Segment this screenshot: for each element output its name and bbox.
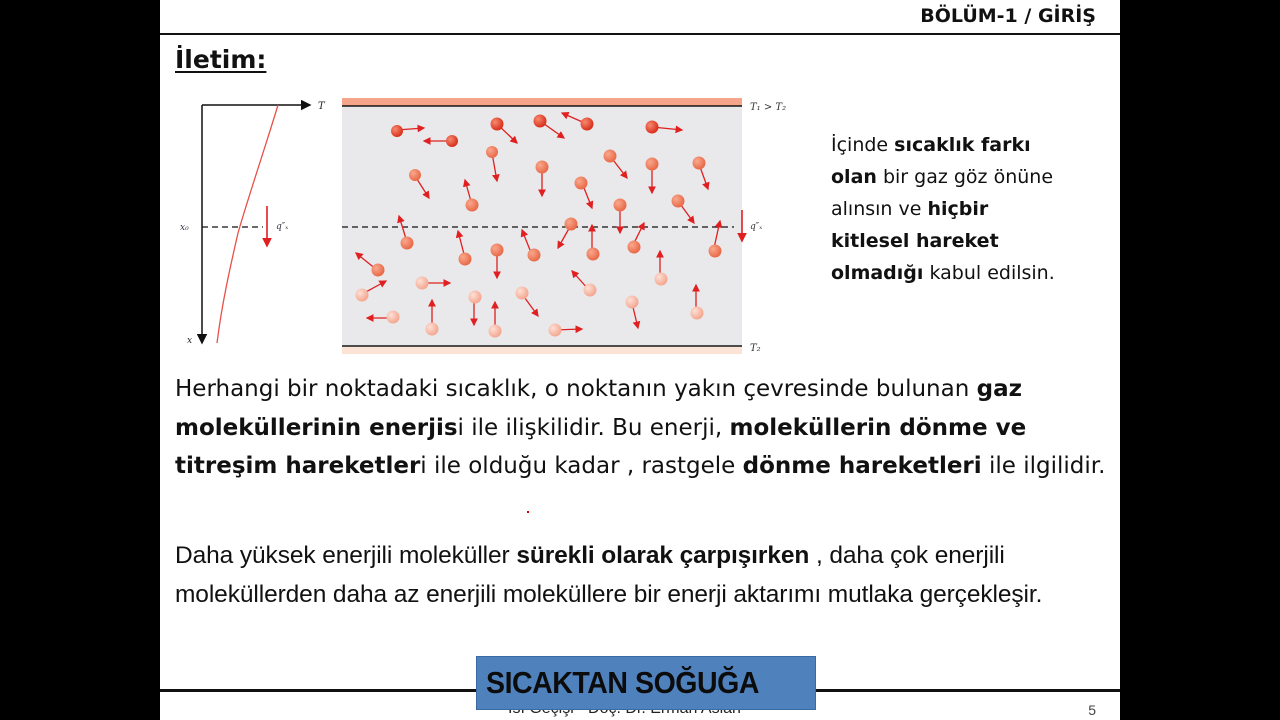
section-title: BÖLÜM-1 / GİRİŞ <box>920 5 1096 27</box>
gas-slab <box>342 98 786 354</box>
paragraph-temperature-energy: Herhangi bir noktadaki sıcaklık, o noktanın yakın çevresinde bulunan gaz moleküllerinin enerjisi ile ilişkilidir. Bu enerji, moleküllerin dönme ve titreşim hareketleri ile olduğu kadar , rastgele dönme hareketleri ile ilgilidir. <box>175 376 1106 479</box>
stray-dot <box>527 511 529 513</box>
axis-t-label: T <box>318 101 325 112</box>
axis-x-label: x <box>187 336 193 346</box>
bottom-wall-label: T₂ <box>750 343 761 354</box>
hot-to-cold-banner: SICAKTAN SOĞUĞA <box>476 656 816 710</box>
top-wall-label: T₁ > T₂ <box>750 102 787 113</box>
x0-label: x₀ <box>180 223 189 233</box>
slide <box>160 0 1120 720</box>
conduction-diagram <box>160 88 820 363</box>
flux-label-right: q″ₓ <box>750 222 763 232</box>
assumption-text: İçinde sıcaklık farkı olan bir gaz göz önüne alınsın ve hiçbir kitlesel hareket olmadığı kabul edilsin. <box>831 134 1055 284</box>
top-divider <box>160 33 1120 35</box>
page-number: 5 <box>1088 702 1096 718</box>
paragraph-energy-transfer: Daha yüksek enerjili moleküller sürekli olarak çarpışırken , daha çok enerjili moleküllerden daha az enerjili moleküllere bir enerji aktarımı mutlaka gerçekleşir. <box>175 542 1043 608</box>
temperature-profile-plot <box>180 101 326 346</box>
slide-heading: İletim: <box>175 45 267 74</box>
flux-label-left: q″ₓ <box>276 222 289 232</box>
